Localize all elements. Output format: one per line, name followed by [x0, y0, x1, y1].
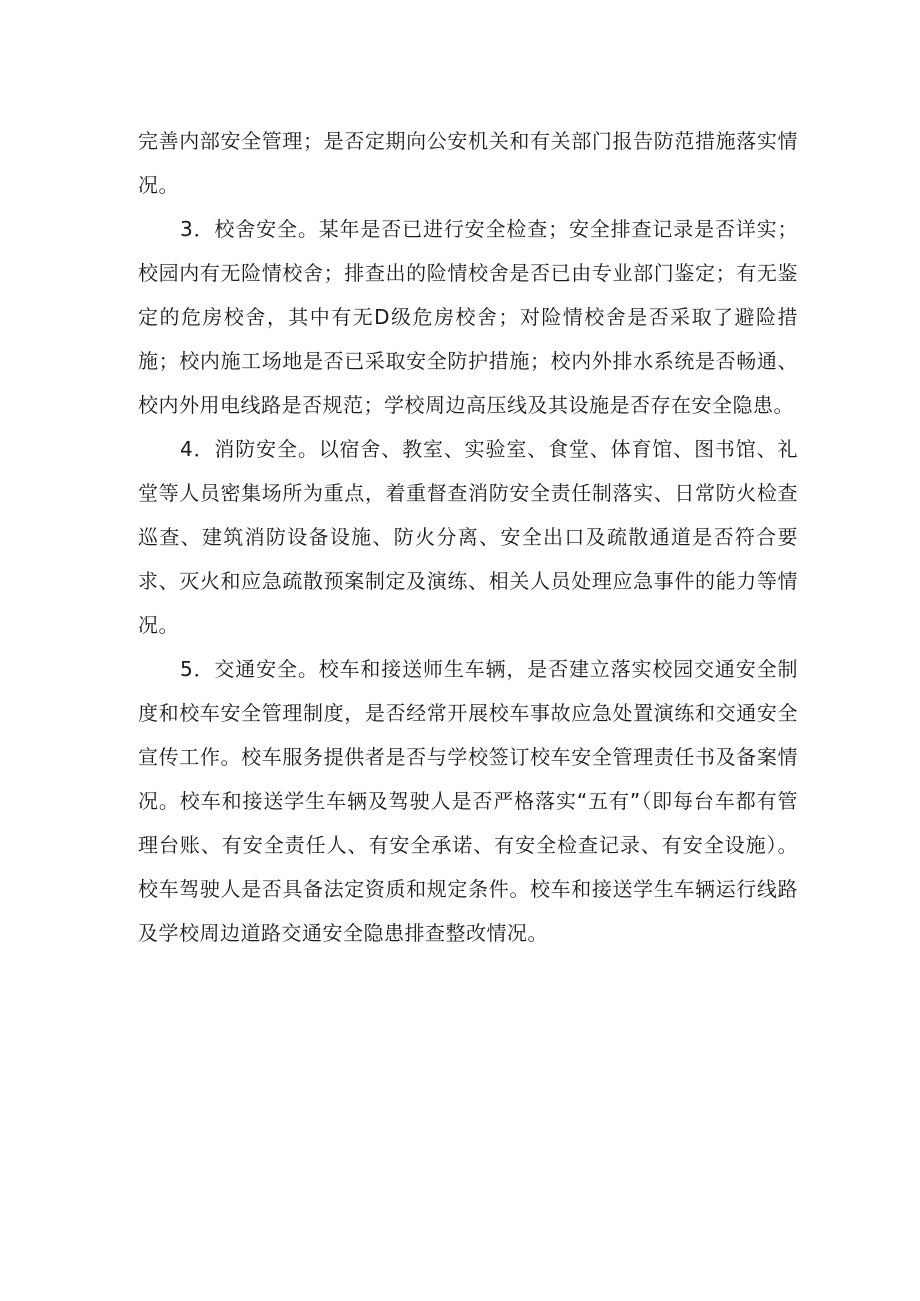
paragraph-continuation: 完善内部安全管理；是否定期向公安机关和有关部门报告防范措施落实情况。: [138, 129, 798, 197]
paragraph-item-5: 5．交通安全。校车和接送师生车辆，是否建立落实校园交通安全制度和校车安全管理制度，是否经常开展校车事故应急处置演练和交通安全宣传工作。校车服务提供者是否与学校签订校车安全管理责任书及备案情况。校车和接送学生车辆及驾驶人是否严格落实“五有”（即每台车都有管理台账、有安全责任人、有安全承诺、有安全检查记录、有安全设施）。校车驾驶人是否具备法定资质和规定条件。校车和接送学生车辆运行线路及学校周边道路交通安全隐患排查整改情况。: [138, 657, 798, 945]
paragraph-item-4: 4．消防安全。以宿舍、教室、实验室、食堂、体育馆、图书馆、礼堂等人员密集场所为重点，着重督查消防安全责任制落实、日常防火检查巡查、建筑消防设备设施、防火分离、安全出口及疏散通道是否符合要求、灭火和应急疏散预案制定及演练、相关人员处理应急事件的能力等情况。: [138, 437, 798, 637]
paragraph-item-3: 3．校舍安全。某年是否已进行安全检查；安全排查记录是否详实；校园内有无险情校舍；排查出的险情校舍是否已由专业部门鉴定；有无鉴定的危房校舍，其中有无D级危房校舍；对险情校舍是否采取了避险措施；校内施工场地是否已采取安全防护措施；校内外排水系统是否畅通、校内外用电线路是否规范；学校周边高压线及其设施是否存在安全隐患。: [138, 217, 798, 417]
document-body: [138, 119, 798, 955]
